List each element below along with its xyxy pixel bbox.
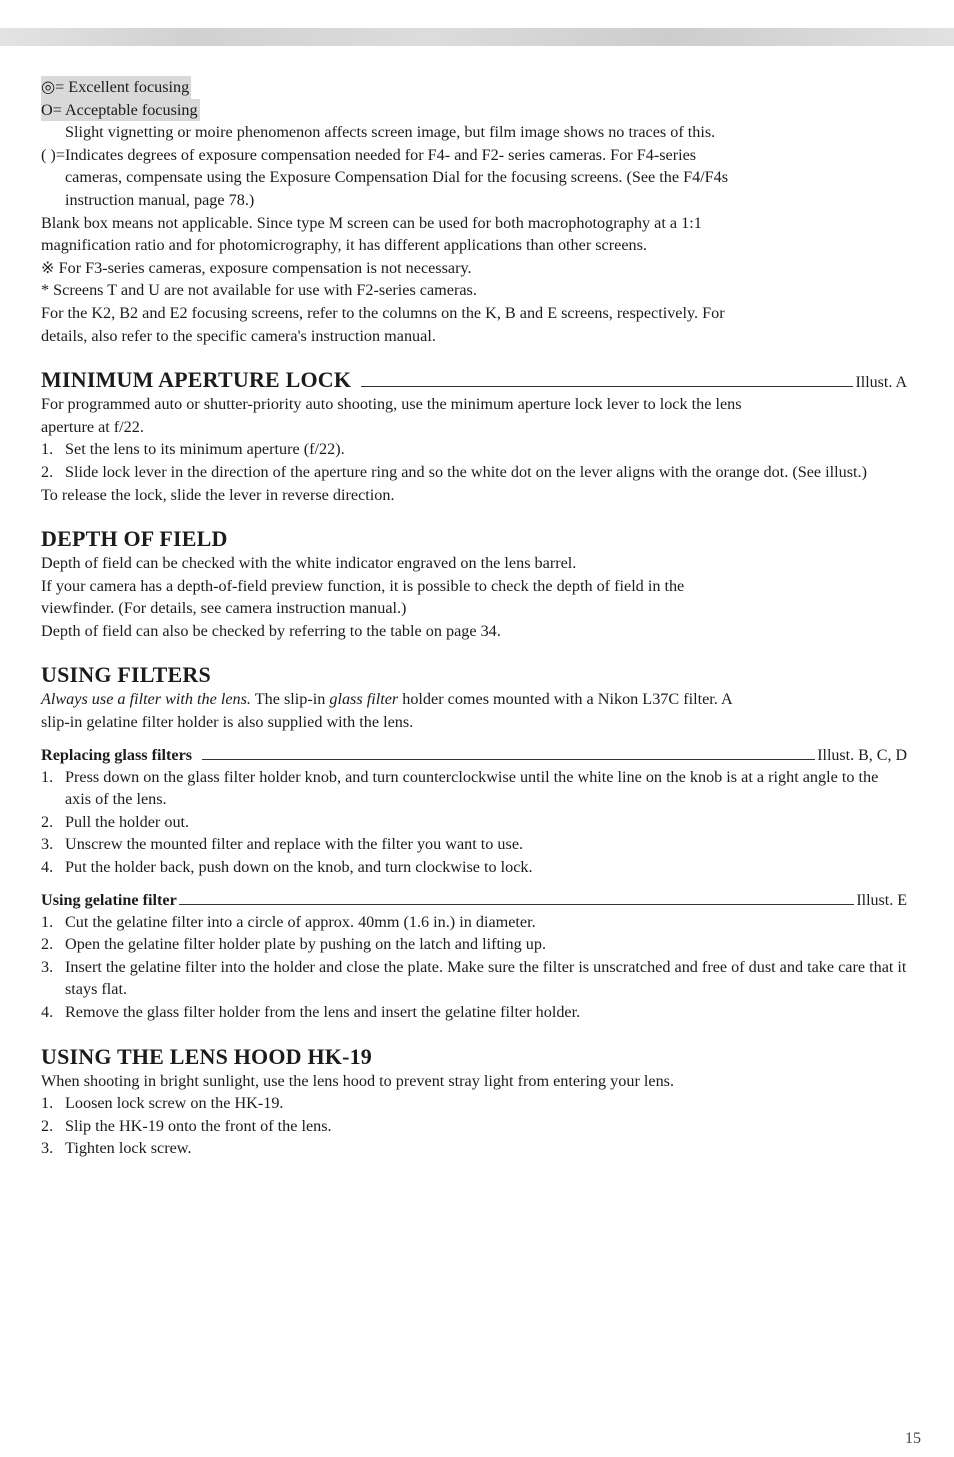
legend-k2-1: For the K2, B2 and E2 focusing screens, refer to the columns on the K, B and E screens, respectively. For (41, 303, 725, 322)
filters-intro-2: slip-in gelatine filter holder is also supplied with the lens. (41, 713, 414, 732)
min-aperture-intro-1: For programmed auto or shutter-priority auto shooting, use the minimum aperture lock lever to lock the lens (41, 395, 742, 414)
min-aperture-illus: Illust. A (855, 374, 907, 392)
page-number: 15 (905, 1430, 921, 1447)
heading-rule (202, 759, 815, 760)
legend-excellent: ◎= Excellent focusing (41, 76, 191, 99)
min-aperture-heading-row (41, 367, 907, 393)
list-item: 4. Put the holder back, push down on the knob, and turn clockwise to lock. (41, 858, 533, 877)
manual-page (41, 76, 907, 1160)
filters-heading-row (41, 662, 907, 688)
legend-tu-note: * Screens T and U are not available for use with F2-series cameras. (41, 281, 477, 300)
filters-intro-1: Always use a filter with the lens. The slip-in glass filter holder comes mounted with a Nikon L37C filter. A (41, 690, 733, 709)
list-item: 1. Set the lens to its minimum aperture (f/22). (41, 440, 345, 459)
gelatine-filter-title: Using gelatine filter (41, 890, 177, 909)
list-item: 3. Insert the gelatine filter into the holder and close the plate. Make sure the filter is unscratched and free of dust and take care that it stays flat. (41, 957, 907, 999)
list-item: 1. Loosen lock screw on the HK-19. (41, 1094, 284, 1113)
scan-top-band (0, 28, 954, 46)
legend-k2-2: details, also refer to the specific camera's instruction manual. (41, 326, 436, 345)
list-item: 2. Slide lock lever in the direction of the aperture ring and so the white dot on the lever aligns with the orange dot. (See illust.) (41, 462, 867, 481)
legend-block (41, 76, 907, 347)
list-item: 2. Slip the HK-19 onto the front of the lens. (41, 1116, 332, 1135)
min-aperture-title: MINIMUM APERTURE LOCK (41, 367, 352, 393)
list-item: 3. Tighten lock screw. (41, 1139, 192, 1158)
glass-filters-title: Replacing glass filters (41, 745, 193, 764)
depth-p2b: viewfinder. (For details, see camera instruction manual.) (41, 599, 407, 618)
depth-title: DEPTH OF FIELD (41, 526, 228, 552)
legend-brackets: ( )=Indicates degrees of exposure compensation needed for F4- and F2- series cameras. For F4-series (41, 145, 697, 164)
hood-steps (41, 1092, 907, 1160)
legend-acceptable: O= Acceptable focusing (41, 99, 200, 122)
legend-brackets-cont2: instruction manual, page 78.) (65, 190, 255, 209)
list-item: 4. Remove the glass filter holder from the lens and insert the gelatine filter holder. (41, 1003, 581, 1021)
depth-p2a: If your camera has a depth-of-field preview function, it is possible to check the depth of field in the (41, 576, 685, 595)
gelatine-filter-illus: Illust. E (856, 891, 907, 909)
list-item: 2. Open the gelatine filter holder plate by pushing on the latch and lifting up. (41, 935, 547, 954)
legend-blank-1: Blank box means not applicable. Since type M screen can be used for both macrophotography at a 1:1 (41, 213, 702, 232)
heading-rule (361, 386, 853, 387)
filters-title: USING FILTERS (41, 662, 211, 688)
legend-blank-2: magnification ratio and for photomicrography, it has different applications than other screens. (41, 236, 647, 255)
hood-title: USING THE LENS HOOD HK-19 (41, 1043, 372, 1069)
list-item: 3. Unscrew the mounted filter and replace with the filter you want to use. (41, 835, 524, 854)
glass-filters-steps (41, 766, 907, 879)
gelatine-filter-steps (41, 911, 907, 1024)
depth-p3: Depth of field can also be checked by referring to the table on page 34. (41, 621, 501, 640)
min-aperture-steps (41, 438, 907, 483)
depth-p1: Depth of field can be checked with the white indicator engraved on the lens barrel. (41, 554, 577, 573)
list-item: 2. Pull the holder out. (41, 812, 190, 831)
min-aperture-release: To release the lock, slide the lever in reverse direction. (41, 485, 395, 504)
depth-heading-row (41, 526, 907, 552)
legend-brackets-cont1: cameras, compensate using the Exposure Compensation Dial for the focusing screens. (See the F4/F4s (65, 168, 729, 187)
hood-intro: When shooting in bright sunlight, use the lens hood to prevent stray light from entering your lens. (41, 1071, 675, 1090)
min-aperture-intro-2: aperture at f/22. (41, 417, 144, 436)
hood-heading-row (41, 1044, 907, 1070)
glass-filters-heading-row (41, 746, 907, 766)
gelatine-filter-heading-row (41, 891, 907, 911)
list-item: 1. Press down on the glass filter holder knob, and turn counterclockwise until the white line on the knob is at a right angle to the axis of the lens. (41, 767, 879, 809)
list-item: 1. Cut the gelatine filter into a circle of approx. 40mm (1.6 in.) in diameter. (41, 912, 536, 931)
legend-vignetting: Slight vignetting or moire phenomenon affects screen image, but film image shows no traces of this. (65, 123, 716, 142)
heading-rule (179, 904, 855, 905)
glass-filters-illus: Illust. B, C, D (817, 746, 907, 764)
legend-f3-note: ※ For F3-series cameras, exposure compensation is not necessary. (41, 258, 472, 277)
